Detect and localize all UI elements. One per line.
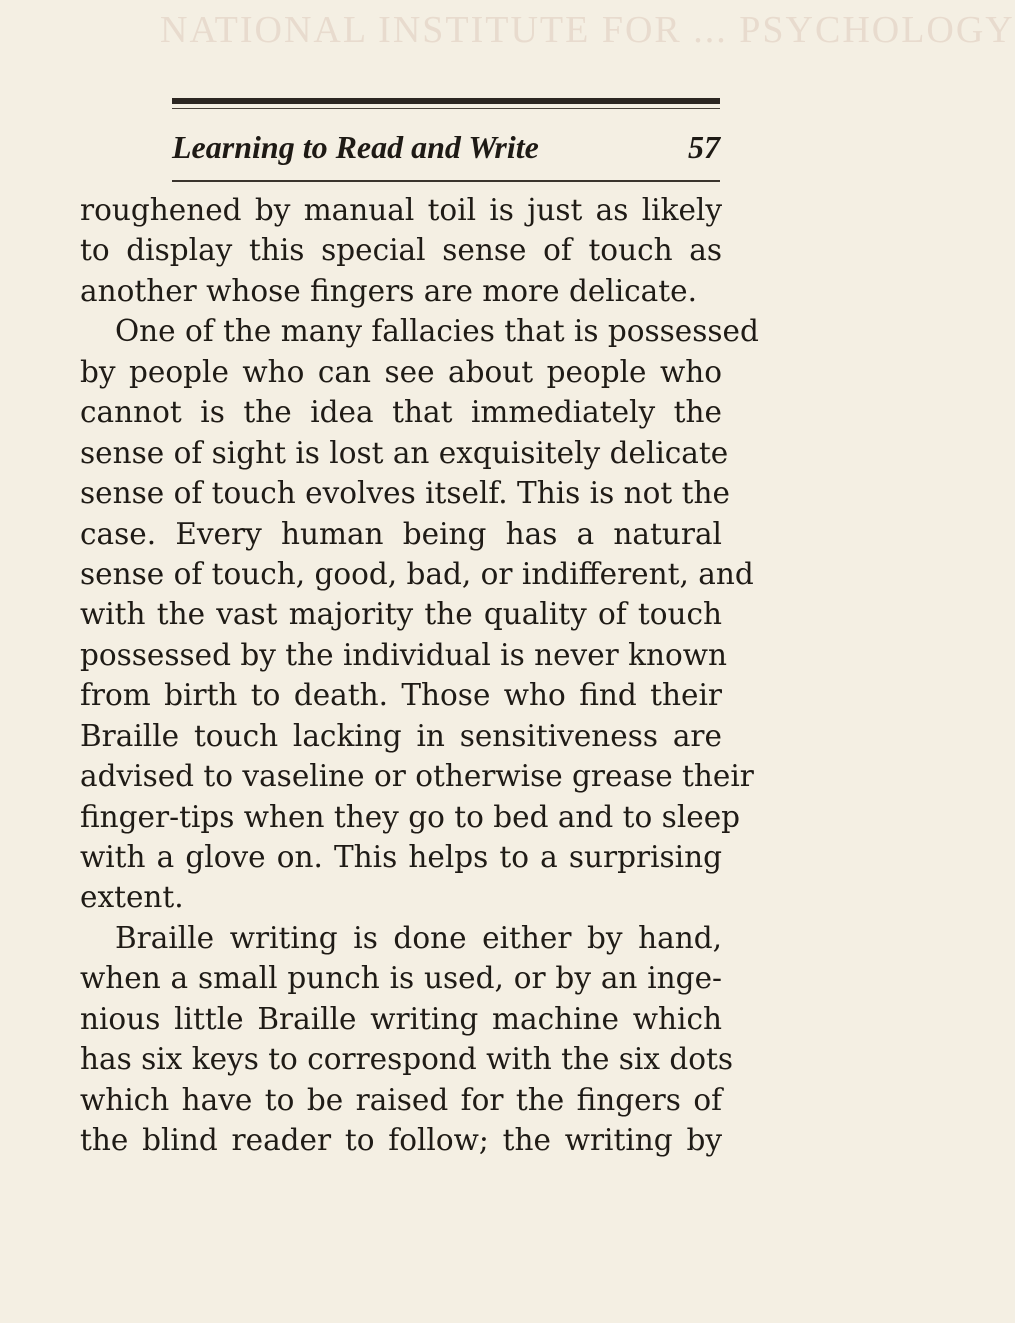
text-line: extent. — [80, 880, 184, 915]
text-line: by people who can see about people who — [80, 354, 722, 389]
text-line: which have to be raised for the fingers of — [80, 1082, 722, 1117]
text-line: has six keys to correspond with the six dots — [80, 1042, 734, 1077]
text-line: cannot is the idea that immediately the — [80, 395, 722, 430]
library-stamp-text: NATIONAL INSTITUTE FOR ... PSYCHOLOGY — [160, 9, 1015, 51]
text-line: from birth to death. Those who find their — [80, 678, 722, 713]
text-line: case. Every human being has a natural — [80, 516, 722, 551]
text-line: Braille writing is done either by hand, — [115, 920, 722, 955]
text-line: roughened by manual toil is just as likely — [80, 193, 722, 227]
text-line: nious little Braille writing machine which — [80, 1001, 722, 1036]
text-line: One of the many fallacies that is possessed — [115, 314, 759, 349]
text-line: Braille touch lacking in sensitiveness are — [80, 718, 722, 753]
header-rule-thin — [172, 108, 720, 109]
text-line: sense of touch evolves itself. This is not the — [80, 476, 730, 511]
text-line: to display this special sense of touch as — [80, 233, 722, 268]
running-head — [172, 127, 720, 171]
text-line: possessed by the individual is never known — [80, 637, 728, 672]
body-text — [80, 190, 759, 1161]
text-line: the blind reader to follow; the writing by — [80, 1123, 722, 1158]
text-line: sense of touch, good, bad, or indifferent, and — [80, 556, 754, 591]
header-rule-bottom — [172, 180, 720, 182]
text-line: with the vast majority the quality of touch — [80, 597, 722, 632]
text-line: with a glove on. This helps to a surprising — [80, 840, 722, 874]
text-line: sense of sight is lost an exquisitely delicate — [80, 435, 729, 470]
header-rule-thick — [172, 98, 720, 104]
running-title: Learning to Read and Write — [172, 129, 539, 165]
text-line: another whose fingers are more delicate. — [80, 273, 697, 308]
text-line: advised to vaseline or otherwise grease their — [80, 759, 754, 794]
text-line: finger-tips when they go to bed and to sleep — [80, 799, 741, 834]
library-stamp — [160, 8, 1015, 78]
page-number: 57 — [688, 129, 720, 165]
text-line: when a small punch is used, or by an inge- — [80, 961, 722, 996]
